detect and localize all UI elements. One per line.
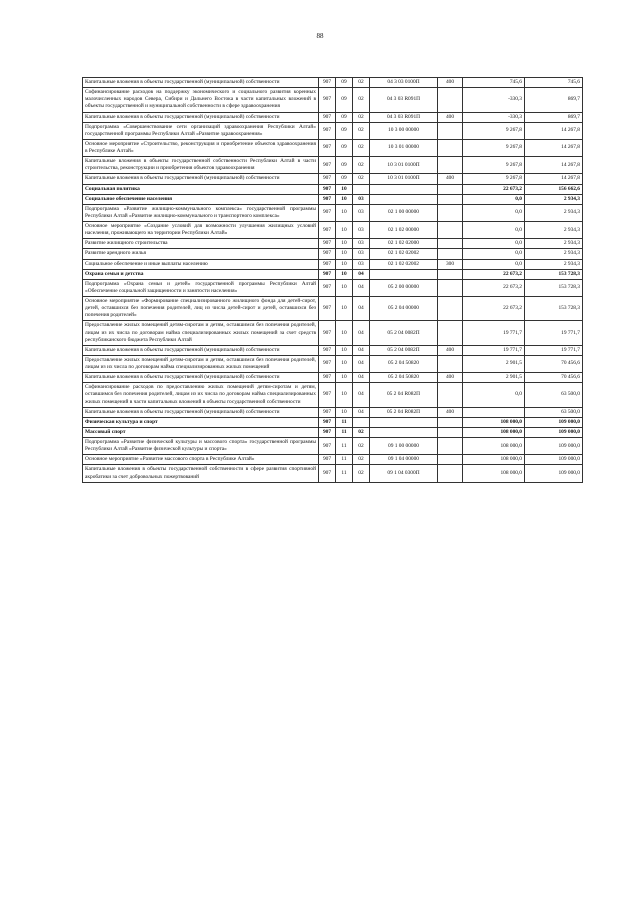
expense-type-code: 400 — [438, 174, 463, 184]
change-amount: 9 267,8 — [463, 157, 525, 174]
target-article-code — [370, 427, 438, 437]
row-name: Подпрограмма «Охрана семьи и детей» государственной программы Республики Алтай «Обеспечение социальной защищенности и занятости населения» — [83, 279, 319, 296]
expense-type-code — [438, 297, 463, 321]
table-row — [83, 194, 583, 204]
change-amount: 0,0 — [463, 204, 525, 221]
row-name: Основное мероприятие «Создание условий для возможности улучшения жилищных условий населения, проживающего на территории Республики Алтай» — [83, 222, 319, 239]
row-name: Капитальные вложения в объекты государственной (муниципальной) собственности — [83, 112, 319, 122]
row-name: Социальное обеспечение населения — [83, 194, 319, 204]
change-amount: 108 000,0 — [463, 427, 525, 437]
page-number: 88 — [316, 32, 324, 40]
ministry-code: 907 — [319, 438, 336, 455]
table-row — [83, 239, 583, 249]
ministry-code: 907 — [319, 239, 336, 249]
change-amount: 19 771,7 — [463, 345, 525, 355]
ministry-code: 907 — [319, 427, 336, 437]
expense-type-code — [438, 321, 463, 345]
change-amount: 0,0 — [463, 249, 525, 259]
row-name: Основное мероприятие «Формирование специализированного жилищного фонда для детей-сирот, детей, оставшихся без попечения родителей, лиц из числа детей-сирот и детей, оставшихся без попечения родителей» — [83, 297, 319, 321]
total-amount: 63 500,0 — [525, 383, 583, 407]
ministry-code: 907 — [319, 194, 336, 204]
section-code: 10 — [336, 269, 353, 279]
expense-type-code — [438, 157, 463, 174]
target-article-code: 05 2 04 0082П — [370, 321, 438, 345]
row-name: Подпрограмма «Развитие физической культуры и массового спорта» государственной программы Республики Алтай «Развитие физической культуры и спорта» — [83, 438, 319, 455]
target-article-code: 04 3 03 R091П — [370, 112, 438, 122]
subsection-code: 04 — [353, 345, 370, 355]
ministry-code: 907 — [319, 122, 336, 139]
total-amount: 109 000,0 — [525, 417, 583, 427]
subsection-code: 04 — [353, 279, 370, 296]
row-name: Развитие жилищного строительства — [83, 239, 319, 249]
subsection-code: 03 — [353, 239, 370, 249]
change-amount: 108 000,0 — [463, 417, 525, 427]
section-code: 10 — [336, 184, 353, 194]
table-row — [83, 204, 583, 221]
change-amount: 9 267,8 — [463, 122, 525, 139]
subsection-code: 02 — [353, 465, 370, 482]
change-amount: 108 000,0 — [463, 465, 525, 482]
total-amount: 109 000,0 — [525, 455, 583, 465]
change-amount: 22 673,2 — [463, 297, 525, 321]
expense-type-code — [438, 122, 463, 139]
section-code: 09 — [336, 78, 353, 88]
expense-type-code — [438, 455, 463, 465]
change-amount: 9 267,8 — [463, 139, 525, 156]
ministry-code: 907 — [319, 259, 336, 269]
section-code: 11 — [336, 417, 353, 427]
ministry-code: 907 — [319, 139, 336, 156]
target-article-code: 04 3 03 0100П — [370, 78, 438, 88]
table-row — [83, 112, 583, 122]
target-article-code: 02 1 00 00000 — [370, 204, 438, 221]
target-article-code: 05 2 04 R082П — [370, 407, 438, 417]
total-amount: 153 728,3 — [525, 279, 583, 296]
subsection-code: 03 — [353, 222, 370, 239]
expense-type-code — [438, 222, 463, 239]
table-row — [83, 88, 583, 112]
total-amount: 14 267,8 — [525, 174, 583, 184]
table-body — [83, 78, 583, 483]
subsection-code: 02 — [353, 438, 370, 455]
section-code: 10 — [336, 297, 353, 321]
section-code: 11 — [336, 455, 353, 465]
ministry-code: 907 — [319, 204, 336, 221]
expense-type-code — [438, 88, 463, 112]
expense-type-code — [438, 465, 463, 482]
total-amount: 2 934,3 — [525, 222, 583, 239]
section-code: 11 — [336, 427, 353, 437]
ministry-code: 907 — [319, 297, 336, 321]
change-amount: 2 901,5 — [463, 355, 525, 372]
change-amount: 745,6 — [463, 78, 525, 88]
change-amount: 0,0 — [463, 239, 525, 249]
table-row — [83, 122, 583, 139]
total-amount: 109 000,0 — [525, 438, 583, 455]
table-row — [83, 427, 583, 437]
ministry-code: 907 — [319, 455, 336, 465]
subsection-code: 03 — [353, 259, 370, 269]
section-code: 10 — [336, 373, 353, 383]
expense-type-code — [438, 194, 463, 204]
ministry-code: 907 — [319, 222, 336, 239]
total-amount: 70 456,6 — [525, 373, 583, 383]
target-article-code: 05 2 04 00000 — [370, 297, 438, 321]
target-article-code: 09 1 04 00000 — [370, 455, 438, 465]
table-row — [83, 297, 583, 321]
expense-type-code — [438, 204, 463, 221]
row-name: Капитальные вложения в объекты государственной (муниципальной) собственности — [83, 78, 319, 88]
section-code: 10 — [336, 249, 353, 259]
section-code: 09 — [336, 157, 353, 174]
table-row — [83, 184, 583, 194]
subsection-code: 02 — [353, 139, 370, 156]
total-amount: 63 500,0 — [525, 407, 583, 417]
table-row — [83, 279, 583, 296]
change-amount: 108 000,0 — [463, 438, 525, 455]
table-row — [83, 259, 583, 269]
table-row — [83, 345, 583, 355]
ministry-code: 907 — [319, 417, 336, 427]
total-amount: 2 934,3 — [525, 249, 583, 259]
expense-type-code — [438, 383, 463, 407]
expense-type-code — [438, 438, 463, 455]
table-row — [83, 249, 583, 259]
section-code: 10 — [336, 383, 353, 407]
total-amount: 109 000,0 — [525, 427, 583, 437]
change-amount: 22 673,2 — [463, 184, 525, 194]
change-amount: 9 267,8 — [463, 174, 525, 184]
ministry-code: 907 — [319, 88, 336, 112]
ministry-code: 907 — [319, 112, 336, 122]
ministry-code: 907 — [319, 249, 336, 259]
expense-type-code: 400 — [438, 407, 463, 417]
target-article-code: 02 1 02 02002 — [370, 249, 438, 259]
target-article-code: 05 2 04 R082П — [370, 383, 438, 407]
section-code: 10 — [336, 259, 353, 269]
section-code: 09 — [336, 112, 353, 122]
section-code: 10 — [336, 194, 353, 204]
row-name: Основное мероприятие «Развитие массового спорта в Республике Алтай» — [83, 455, 319, 465]
target-article-code: 10 3 01 0100П — [370, 174, 438, 184]
subsection-code: 03 — [353, 249, 370, 259]
target-article-code: 10 3 01 0100П — [370, 157, 438, 174]
table-row — [83, 222, 583, 239]
table-row — [83, 438, 583, 455]
target-article-code — [370, 194, 438, 204]
section-code: 10 — [336, 321, 353, 345]
ministry-code: 907 — [319, 279, 336, 296]
expense-type-code: 400 — [438, 345, 463, 355]
change-amount: 0,0 — [463, 259, 525, 269]
table-row — [83, 269, 583, 279]
table-row — [83, 321, 583, 345]
table-row — [83, 157, 583, 174]
change-amount: 2 901,5 — [463, 373, 525, 383]
total-amount: 153 728,3 — [525, 297, 583, 321]
expense-type-code: 300 — [438, 259, 463, 269]
expense-type-code — [438, 184, 463, 194]
subsection-code — [353, 184, 370, 194]
target-article-code: 05 2 00 00000 — [370, 279, 438, 296]
subsection-code: 04 — [353, 383, 370, 407]
target-article-code: 05 2 04 50820 — [370, 355, 438, 372]
expense-type-code — [438, 269, 463, 279]
subsection-code: 03 — [353, 194, 370, 204]
table-row — [83, 139, 583, 156]
section-code: 10 — [336, 239, 353, 249]
target-article-code: 10 3 00 00000 — [370, 122, 438, 139]
total-amount: 14 267,8 — [525, 139, 583, 156]
total-amount: 745,6 — [525, 78, 583, 88]
expense-type-code: 400 — [438, 112, 463, 122]
row-name: Подпрограмма «Развитие жилищно-коммунального комплекса» государственной программы Республики Алтай «Развитие жилищно-коммунального и транспортного комплекса» — [83, 204, 319, 221]
target-article-code: 02 1 02 00000 — [370, 222, 438, 239]
section-code: 09 — [336, 122, 353, 139]
total-amount: 2 934,3 — [525, 259, 583, 269]
section-code: 10 — [336, 204, 353, 221]
ministry-code: 907 — [319, 184, 336, 194]
expense-type-code — [438, 279, 463, 296]
total-amount: 869,7 — [525, 112, 583, 122]
row-name: Развитие арендного жилья — [83, 249, 319, 259]
total-amount: 2 934,3 — [525, 194, 583, 204]
section-code: 11 — [336, 438, 353, 455]
total-amount: 70 456,6 — [525, 355, 583, 372]
total-amount: 14 267,8 — [525, 122, 583, 139]
ministry-code: 907 — [319, 355, 336, 372]
row-name: Подпрограмма «Совершенствование сети организаций здравоохранения Республики Алтай» государственной программы Республики Алтай «Развитие здравоохранения» — [83, 122, 319, 139]
table-row — [83, 383, 583, 407]
subsection-code: 02 — [353, 427, 370, 437]
ministry-code: 907 — [319, 345, 336, 355]
target-article-code: 05 2 04 0082П — [370, 345, 438, 355]
table-row — [83, 407, 583, 417]
expense-type-code — [438, 427, 463, 437]
section-code: 10 — [336, 279, 353, 296]
subsection-code — [353, 417, 370, 427]
subsection-code: 02 — [353, 455, 370, 465]
table-row — [83, 417, 583, 427]
change-amount: 22 673,2 — [463, 279, 525, 296]
row-name: Основное мероприятие «Строительство, реконструкция и приобретение объектов здравоохранения в Республике Алтай» — [83, 139, 319, 156]
target-article-code: 02 1 02 02000 — [370, 239, 438, 249]
change-amount: -330,3 — [463, 112, 525, 122]
target-article-code — [370, 417, 438, 427]
expense-type-code — [438, 249, 463, 259]
target-article-code: 09 1 04 0300П — [370, 465, 438, 482]
subsection-code: 04 — [353, 355, 370, 372]
total-amount: 19 771,7 — [525, 321, 583, 345]
section-code: 10 — [336, 355, 353, 372]
ministry-code: 907 — [319, 373, 336, 383]
budget-table — [82, 77, 583, 483]
target-article-code: 05 2 04 50820 — [370, 373, 438, 383]
subsection-code: 04 — [353, 321, 370, 345]
table-row — [83, 355, 583, 372]
expense-type-code — [438, 139, 463, 156]
ministry-code: 907 — [319, 78, 336, 88]
total-amount: 2 934,3 — [525, 239, 583, 249]
subsection-code: 02 — [353, 88, 370, 112]
row-name: Социальное обеспечение и иные выплаты населению — [83, 259, 319, 269]
expense-type-code — [438, 417, 463, 427]
expense-type-code: 400 — [438, 78, 463, 88]
row-name: Охрана семьи и детства — [83, 269, 319, 279]
table-row — [83, 373, 583, 383]
change-amount: -330,3 — [463, 88, 525, 112]
ministry-code: 907 — [319, 269, 336, 279]
row-name: Предоставление жилых помещений детям-сиротам и детям, оставшимся без попечения родителей, лицам из их числа по договорам найма специализированных жилых помещений за счет средств республиканского бюджета Республики Алтай — [83, 321, 319, 345]
change-amount: 0,0 — [463, 383, 525, 407]
table-row — [83, 465, 583, 482]
table-row — [83, 455, 583, 465]
ministry-code: 907 — [319, 174, 336, 184]
change-amount: 108 000,0 — [463, 455, 525, 465]
ministry-code: 907 — [319, 383, 336, 407]
change-amount: 19 771,7 — [463, 321, 525, 345]
section-code: 10 — [336, 345, 353, 355]
row-name: Капитальные вложения в объекты государственной собственности в сфере развития спортивной акробатики за счет добровольных пожертвований — [83, 465, 319, 482]
total-amount: 14 267,8 — [525, 157, 583, 174]
subsection-code: 02 — [353, 157, 370, 174]
row-name: Капитальные вложения в объекты государственной (муниципальной) собственности — [83, 373, 319, 383]
row-name: Капитальные вложения в объекты государственной собственности Республики Алтай в части строительства, реконструкции и приобретения объектов здравоохранения — [83, 157, 319, 174]
ministry-code: 907 — [319, 465, 336, 482]
row-name: Физическая культура и спорт — [83, 417, 319, 427]
total-amount: 19 771,7 — [525, 345, 583, 355]
subsection-code: 02 — [353, 78, 370, 88]
expense-type-code — [438, 239, 463, 249]
ministry-code: 907 — [319, 321, 336, 345]
ministry-code: 907 — [319, 407, 336, 417]
section-code: 10 — [336, 407, 353, 417]
target-article-code — [370, 269, 438, 279]
row-name: Капитальные вложения в объекты государственной (муниципальной) собственности — [83, 345, 319, 355]
section-code: 09 — [336, 88, 353, 112]
row-name: Предоставление жилых помещений детям-сиротам и детям, оставшимся без попечения родителей, лицам из их числа по договорам найма специализированных жилых помещений — [83, 355, 319, 372]
expense-type-code: 400 — [438, 373, 463, 383]
section-code: 09 — [336, 174, 353, 184]
subsection-code: 02 — [353, 122, 370, 139]
subsection-code: 04 — [353, 297, 370, 321]
target-article-code: 09 1 00 00000 — [370, 438, 438, 455]
row-name: Капитальные вложения в объекты государственной (муниципальной) собственности — [83, 407, 319, 417]
subsection-code: 03 — [353, 204, 370, 221]
change-amount — [463, 407, 525, 417]
row-name: Социальная политика — [83, 184, 319, 194]
subsection-code: 04 — [353, 269, 370, 279]
change-amount: 0,0 — [463, 222, 525, 239]
target-article-code: 04 3 03 R091П — [370, 88, 438, 112]
target-article-code: 10 3 01 00000 — [370, 139, 438, 156]
target-article-code: 02 1 02 02002 — [370, 259, 438, 269]
change-amount: 0,0 — [463, 194, 525, 204]
target-article-code — [370, 184, 438, 194]
row-name: Софинансирование расходов по предоставлению жилых помещений детям-сиротам и детям, оставшимся без попечения родителей, лицам из их числа по договорам найма специализированных жилых помещений в части капитальных вложений в объекты государственной собственности — [83, 383, 319, 407]
total-amount: 109 000,0 — [525, 465, 583, 482]
subsection-code: 02 — [353, 112, 370, 122]
total-amount: 153 728,3 — [525, 269, 583, 279]
subsection-code: 04 — [353, 407, 370, 417]
change-amount: 22 673,2 — [463, 269, 525, 279]
section-code: 11 — [336, 465, 353, 482]
row-name: Массовый спорт — [83, 427, 319, 437]
row-name: Софинансирование расходов на поддержку экономического и социального развития коренных малочисленных народов Севера, Сибири и Дальнего Востока в части капитальных вложений в объекты государственной и муниципальной собственности в сфере здравоохранения — [83, 88, 319, 112]
subsection-code: 04 — [353, 373, 370, 383]
row-name: Капитальные вложения в объекты государственной (муниципальной) собственности — [83, 174, 319, 184]
ministry-code: 907 — [319, 157, 336, 174]
expense-type-code — [438, 355, 463, 372]
section-code: 09 — [336, 139, 353, 156]
subsection-code: 02 — [353, 174, 370, 184]
total-amount: 156 662,6 — [525, 184, 583, 194]
section-code: 10 — [336, 222, 353, 239]
table-row — [83, 174, 583, 184]
table-row — [83, 78, 583, 88]
total-amount: 869,7 — [525, 88, 583, 112]
total-amount: 2 934,3 — [525, 204, 583, 221]
